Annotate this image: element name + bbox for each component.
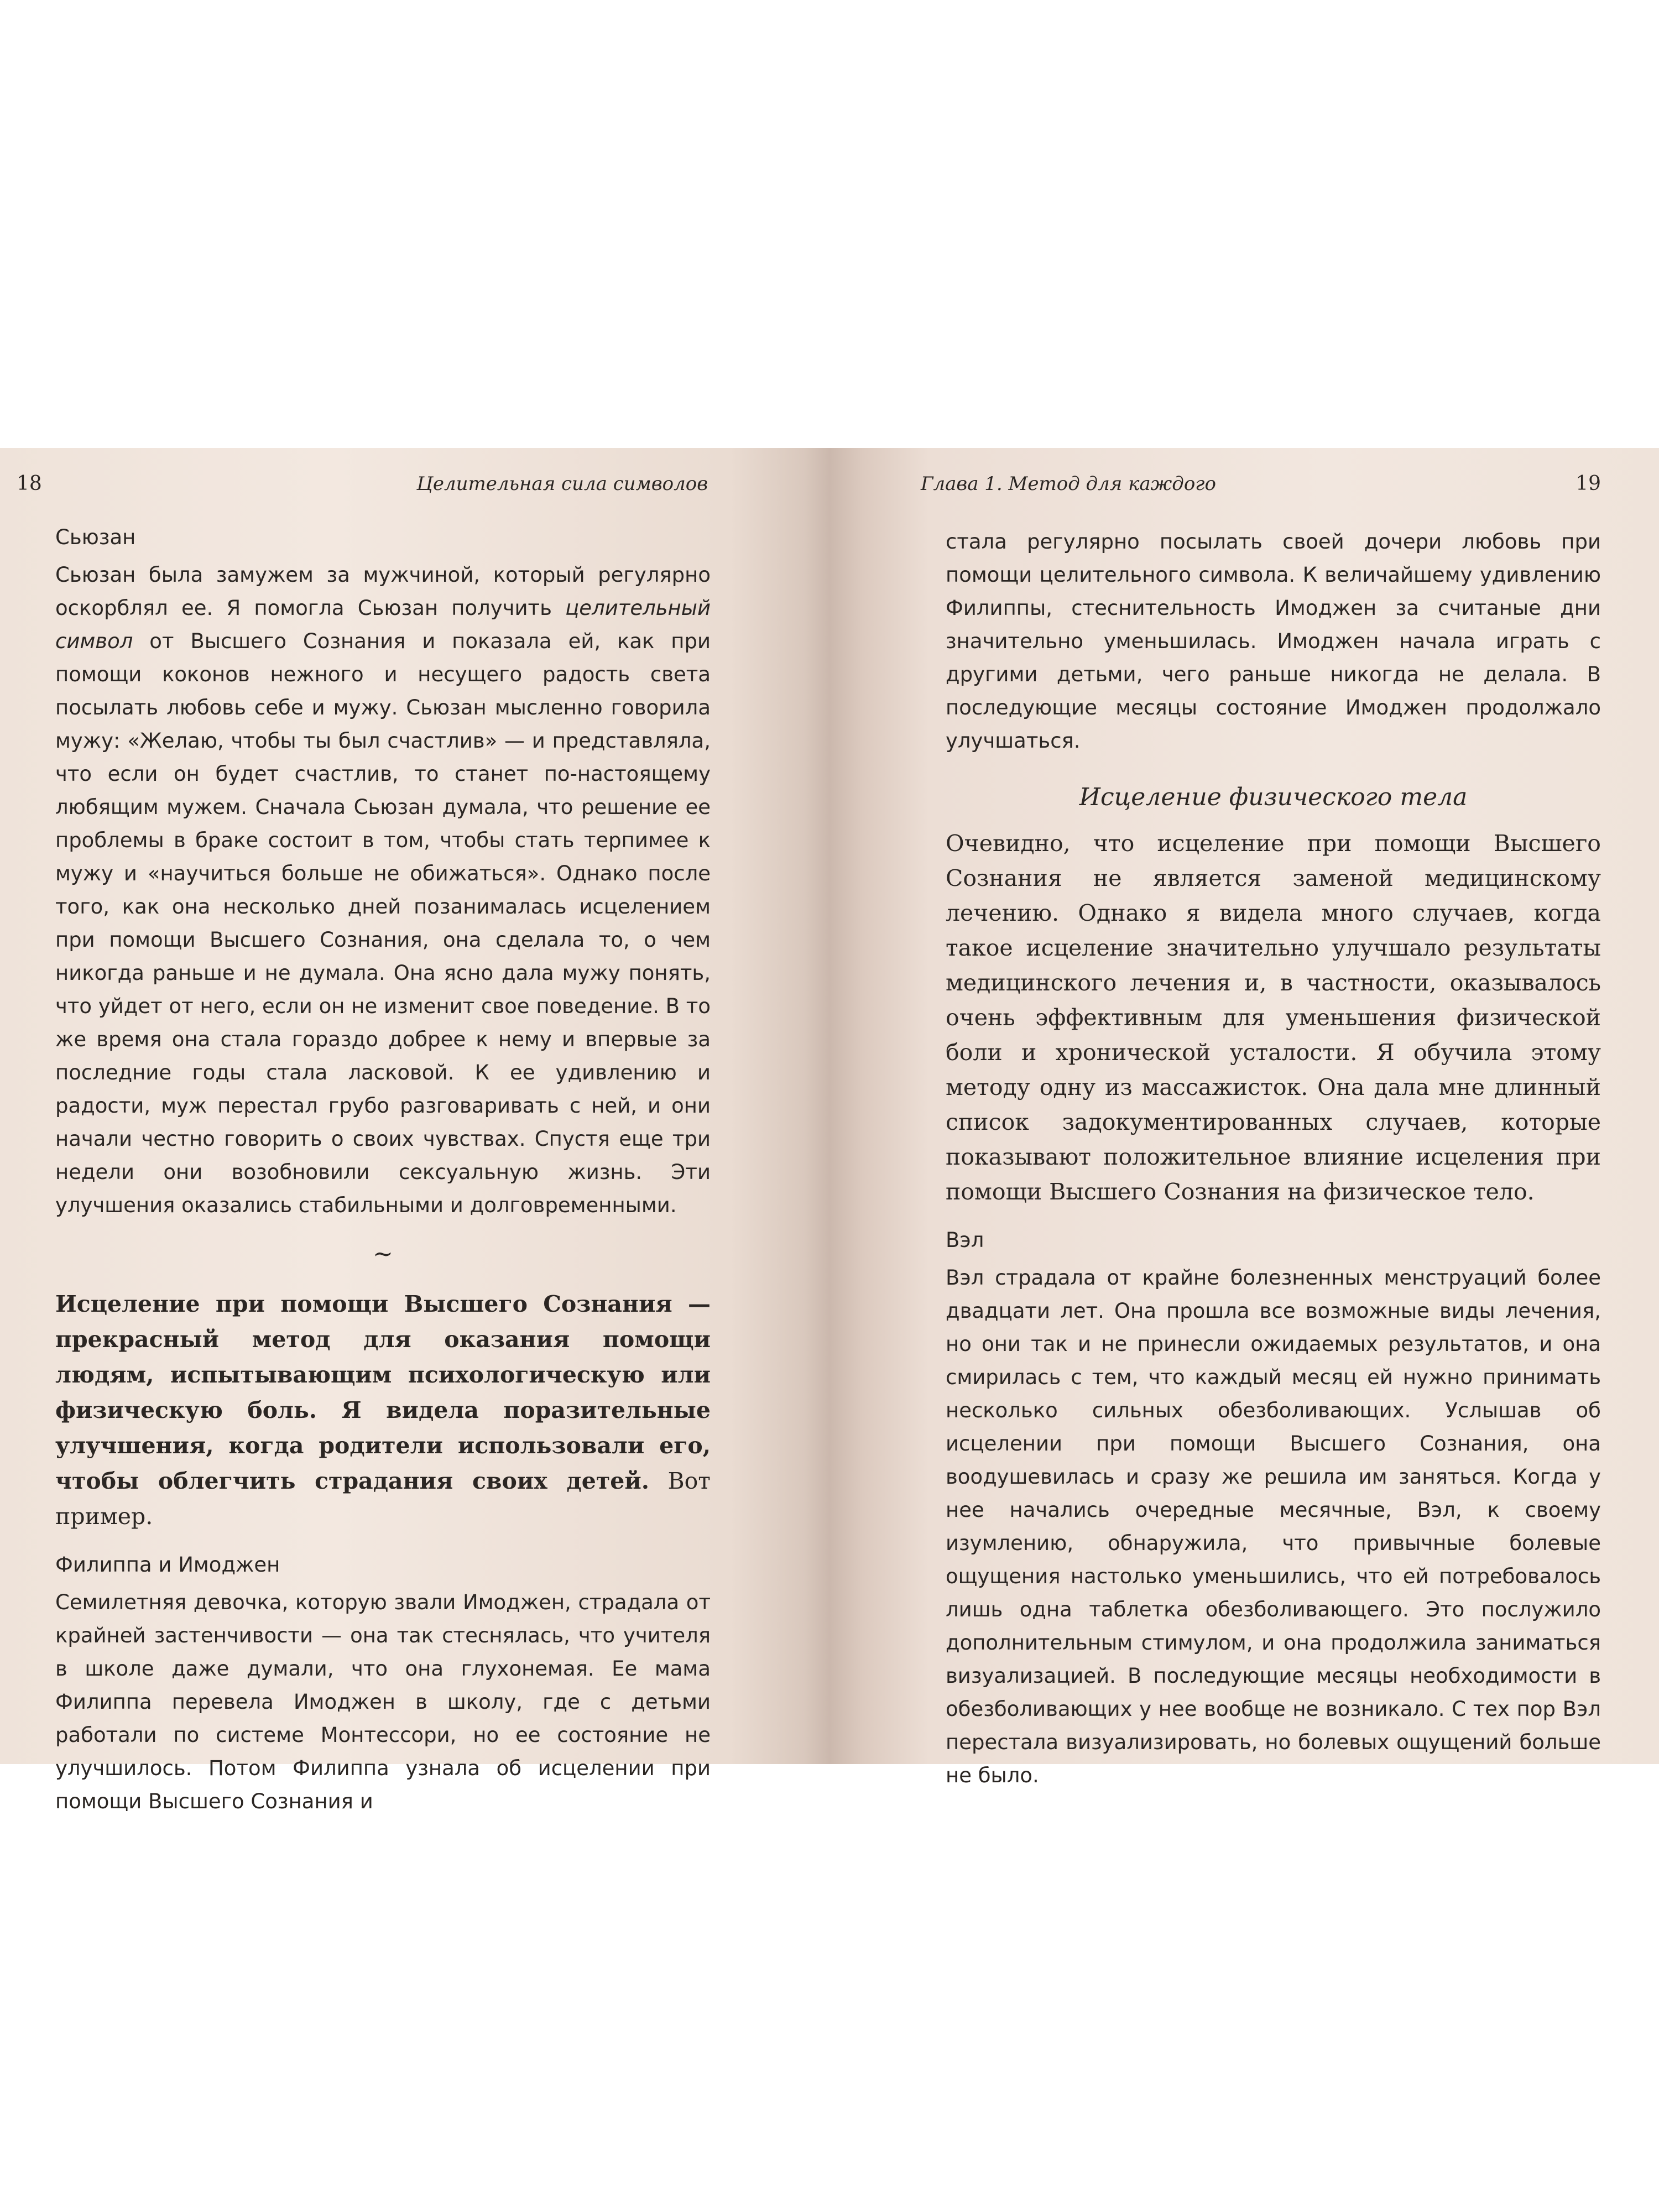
continued-paragraph: стала регулярно посылать своей дочери любовь при помощи целительного символа. К величайшему удивлению Филиппы, стеснительность Имоджен за считаные дни значительно уменьшилась. Имоджен начала играть с другими детьми, чего раньше никогда не делала. В последующие месяцы состояние Имоджен продолжало улучшаться. bbox=[946, 530, 1601, 753]
bold-text: Исцеление при помощи Высшего Сознания — прекрасный метод для оказания помощи людям, испытывающим психологическую или физическую боль. Я видела поразительные улучшения, когда родители использовали его, чтобы облегчить страдания своих детей. bbox=[55, 1291, 711, 1494]
left-page bbox=[0, 448, 830, 1813]
paragraph-text: Сьюзан была замужем за мужчиной, который регулярно оскорблял ее. Я помогла Сьюзан получить bbox=[55, 563, 711, 620]
running-head: Глава 1. Метод для каждого bbox=[921, 473, 1216, 495]
book-spread bbox=[0, 448, 1659, 1813]
section-title: Исцеление физического тела bbox=[1079, 783, 1468, 811]
case-paragraph-val: Вэл страдала от крайне болезненных менструаций более двадцати лет. Она прошла все возможные виды лечения, но они так и не принесли ожидаемых результатов, и она смирилась с тем, что каждый месяц ей нужно принимать несколько сильных обезболивающих. Услышав об исцелении при помощи Высшего Сознания, она воодушевилась и сразу же решила им заняться. Когда у нее начались очередные месячные, Вэл, к своему изумлению, обнаружила, что привычные болевые ощущения настолько уменьшились, что ей потребовалось лишь одна таблетка обезболивающего. Это послужило дополнительным стимулом, и она продолжила заниматься визуализацией. В последующие месяцы необходимости в обезболивающих у нее вообще не возникало. С тех пор Вэл перестала визуализировать, но болевых ощущений больше не было. bbox=[946, 1266, 1601, 1787]
paragraph-text: от Высшего Сознания и показала ей, как при помощи коконов нежного и несущего радость света посылать любовь себе и мужу. Сьюзан мысленно говорила мужу: «Желаю, чтобы ты был счастлив» — и представляла, что если он будет счастлив, то станет по-настоящему любящим мужем. Сначала Сьюзан думала, что решение ее проблемы в браке состоит в том, чтобы стать терпимее к мужу и «научиться больше не обижаться». Однако после того, как она несколько дней позанималась исцелением при помощи Высшего Сознания, она сделала то, о чем никогда раньше и не думала. Она ясно дала мужу понять, что уйдет от него, если он не изменит свое поведение. В то же время она стала гораздо добрее к нему и впервые за последние годы стала ласковой. К ее удивлению и радости, муж перестал грубо разговаривать с ней, и они начали честно говорить о своих чувствах. Спустя еще три недели они возобновили сексуальную жизнь. Эти улучшения оказались стабильными и долговременными. bbox=[55, 629, 711, 1217]
case-heading-philippa: Филиппа и Имоджен bbox=[55, 1553, 280, 1577]
section-ornament: ~ bbox=[373, 1240, 393, 1268]
highlight-paragraph bbox=[55, 1286, 711, 1534]
section-paragraph: Очевидно, что исцеление при помощи Высшего Сознания не является заменой медицинскому лечению. Однако я видела много случаев, когда такое исцеление значительно улучшало результаты медицинского лечения и, в частности, оказывалось очень эффективным для уменьшения физической боли и хронической усталости. Я обучила этому методу одну из массажисток. Она дала мне длинный список задокументированных случаев, которые показывают положительное влияние исцеления при помощи Высшего Сознания на физическое тело. bbox=[946, 830, 1601, 1205]
page-number: 18 bbox=[17, 472, 42, 495]
running-head: Целительная сила символов bbox=[416, 473, 708, 495]
regular-tail-text: Вот пример. bbox=[55, 1468, 711, 1530]
case-heading-val: Вэл bbox=[946, 1228, 984, 1252]
right-text-column bbox=[946, 525, 1601, 1792]
page-number: 19 bbox=[1575, 472, 1601, 495]
case-paragraph-susan bbox=[55, 559, 711, 1222]
case-paragraph-philippa: Семилетняя девочка, которую звали Имоджен, страдала от крайней застенчивости — она так стеснялась, что учителя в школе даже думали, что она глухонемая. Ее мама Филиппа перевела Имоджен в школу, где с детьми работали по системе Монтессори, но ее состояние не улучшилось. Потом Филиппа узнала об исцелении при помощи Высшего Сознания и bbox=[55, 1590, 711, 1813]
left-text-column bbox=[55, 520, 711, 1818]
right-page bbox=[830, 448, 1659, 1787]
emphasis-text: целительный символ bbox=[55, 596, 711, 653]
case-heading-susan: Сьюзан bbox=[55, 525, 136, 549]
